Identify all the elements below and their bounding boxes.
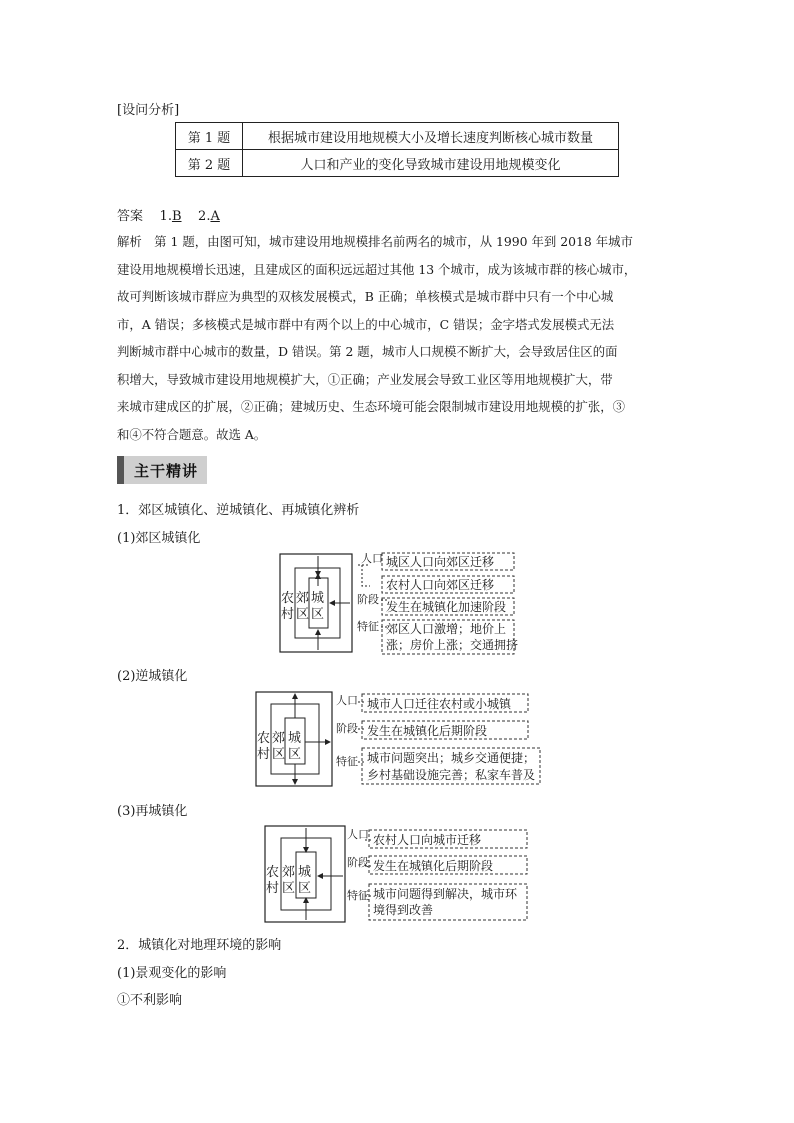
question-desc: 根据城市建设用地规模大小及增长速度判断核心城市数量	[243, 123, 619, 150]
d2-stage: 发生在城镇化后期阶段	[367, 724, 488, 738]
city-label-2: 区	[311, 607, 325, 622]
answer-line	[117, 205, 220, 224]
feature-label: 特征	[347, 889, 369, 902]
city-label-1: 城	[298, 865, 312, 880]
analysis-line: 来城市建成区的扩展，②正确；建城历史、生态环境可能会限制城市建设用地规模的扩张，③	[117, 399, 626, 414]
d3-stage: 发生在城镇化后期阶段	[373, 859, 494, 873]
answer-label: 答案	[117, 209, 144, 224]
d3-feature-1: 城市问题得到解决，城市环	[373, 887, 518, 901]
city-label-2: 区	[288, 747, 302, 762]
banner-title: 主干精讲	[134, 462, 199, 480]
question-desc: 人口和产业的变化导致城市建设用地规模变化	[243, 150, 619, 177]
answer-2: A	[210, 209, 220, 224]
d2-feature-1: 城市问题突出；城乡交通便捷；	[367, 751, 536, 765]
analysis-line: 市，A 错误；多核模式是城市群中有两个以上的中心城市，C 错误；金字塔式发展模式无法	[117, 316, 615, 332]
rural-label-2: 村	[281, 607, 295, 622]
stage-label: 阶段	[336, 722, 358, 735]
question-number: 第 2 题	[176, 150, 243, 177]
pop-label: 人口	[347, 828, 369, 841]
suburbanization-diagram	[278, 548, 518, 656]
question-table	[175, 122, 619, 177]
suburb-label-2: 区	[296, 607, 310, 622]
subheading-reurbanization: (3)再城镇化	[117, 804, 188, 819]
rural-label-1: 农	[266, 865, 280, 880]
analysis-line: 和④不符合题意。故选 A。	[117, 426, 267, 442]
d1-pop-a: 城区人口向郊区迁移	[386, 555, 495, 569]
heading-1: 1．郊区城镇化、逆城镇化、再城镇化辨析	[117, 503, 360, 518]
stage-label: 阶段	[357, 593, 379, 606]
d1-feature-2: 涨；房价上涨；交通拥挤	[386, 638, 518, 652]
city-label-1: 城	[288, 731, 302, 746]
pop-label: 人口	[336, 694, 358, 707]
pop-label: 人口	[361, 552, 383, 565]
banner-accent	[117, 456, 124, 484]
rural-label-1: 农	[281, 591, 295, 606]
d1-pop-b: 农村人口向郊区迁移	[386, 578, 495, 592]
counterurbanization-diagram	[254, 690, 544, 788]
suburb-label-2: 区	[282, 881, 296, 896]
d1-feature-1: 郊区人口激增；地价上	[386, 622, 507, 636]
analysis-line: 判断城市群中心城市的数量，D 错误。第 2 题，城市人口规模不断扩大，会导致居住区的面	[117, 344, 618, 359]
stage-label: 阶段	[347, 856, 369, 869]
reurbanization-diagram	[263, 824, 533, 926]
suburb-label-2: 区	[272, 747, 286, 762]
table-row	[176, 150, 619, 177]
table-row	[176, 123, 619, 150]
suburb-label-1: 郊	[296, 591, 310, 606]
d2-feature-2: 乡村基础设施完善；私家车普及	[367, 768, 536, 782]
rural-label-2: 村	[257, 747, 271, 762]
d2-pop: 城市人口迁往农村或小城镇	[367, 697, 512, 711]
d1-stage: 发生在城镇化加速阶段	[386, 600, 507, 614]
d3-pop: 农村人口向城市迁移	[373, 833, 482, 847]
section-label: [设问分析]	[117, 103, 180, 118]
question-number: 第 1 题	[176, 123, 243, 150]
subheading-suburbanization: (1)郊区城镇化	[117, 531, 201, 546]
answer-1: B	[171, 209, 182, 224]
suburb-label-1: 郊	[282, 865, 296, 880]
analysis-line: 积增大，导致城市建设用地规模扩大，①正确；产业发展会导致工业区等用地规模扩大，带	[117, 371, 613, 387]
subheading-landscape: (1)景观变化的影响	[117, 966, 227, 981]
subheading-counterurbanization: (2)逆城镇化	[117, 669, 188, 684]
d3-feature-2: 境得到改善	[373, 903, 434, 917]
city-label-2: 区	[298, 881, 312, 896]
suburb-label-1: 郊	[272, 731, 286, 746]
answer-2-prefix: 2.	[198, 209, 211, 224]
feature-label: 特征	[336, 755, 358, 768]
heading-2: 2．城镇化对地理环境的影响	[117, 938, 282, 953]
analysis-line: 故可判断该城市群应为典型的双核发展模式，B 正确；单核模式是城市群中只有一个中心城	[117, 289, 614, 304]
section-banner	[117, 456, 207, 484]
rural-label-2: 村	[266, 881, 280, 896]
answer-1-prefix: 1.	[159, 209, 172, 224]
rural-label-1: 农	[257, 731, 271, 746]
city-label-1: 城	[311, 591, 325, 606]
analysis-line: 建设用地规模增长迅速，且建成区的面积远远超过其他 13 个城市，成为该城市群的核心城市，	[117, 261, 637, 277]
analysis-line: 解析 第 1 题，由图可知，城市建设用地规模排名前两名的城市，从 1990 年到 2018 年城市	[117, 234, 633, 249]
analysis-paragraph	[117, 228, 685, 448]
subheading-negative-impact: ①不利影响	[117, 993, 183, 1008]
feature-label: 特征	[357, 620, 379, 633]
